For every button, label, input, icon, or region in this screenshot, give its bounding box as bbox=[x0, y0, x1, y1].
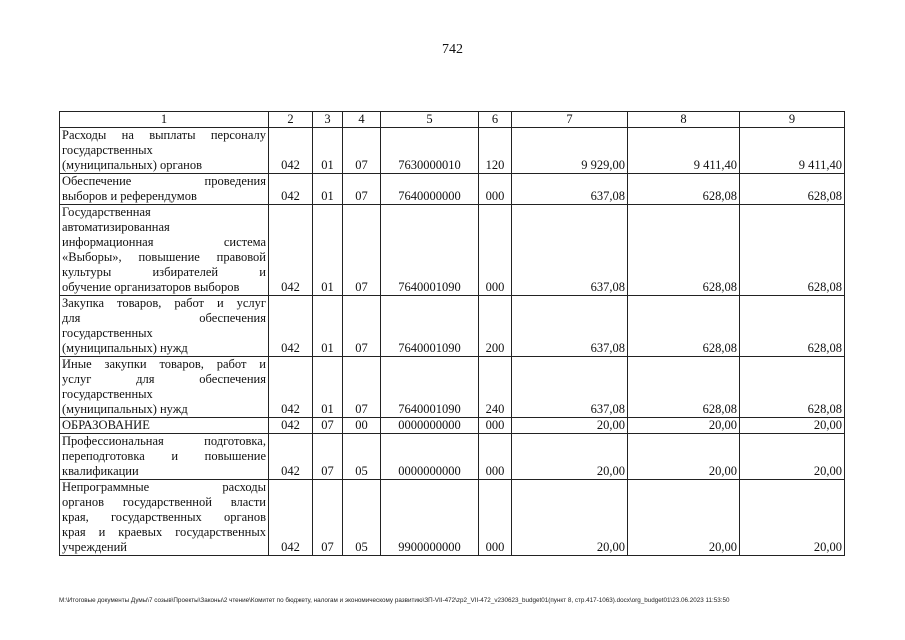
expense-type-cell: 240 bbox=[479, 357, 512, 418]
amount-col7-cell: 20,00 bbox=[512, 434, 628, 480]
budget-table bbox=[59, 111, 845, 556]
code-cell: 042 bbox=[269, 418, 313, 434]
amount-col9-cell: 20,00 bbox=[740, 434, 845, 480]
code-cell: 042 bbox=[269, 174, 313, 205]
target-article-cell: 9900000000 bbox=[381, 480, 479, 556]
amount-col7-cell: 637,08 bbox=[512, 205, 628, 296]
row-name-line: услуг для обеспечения bbox=[62, 372, 266, 386]
section-cell: 01 bbox=[313, 174, 343, 205]
row-name-cell bbox=[60, 480, 269, 556]
table-row bbox=[60, 480, 845, 556]
row-name-cell bbox=[60, 434, 269, 480]
expense-type-cell: 120 bbox=[479, 128, 512, 174]
amount-col7-cell: 9 929,00 bbox=[512, 128, 628, 174]
table-row bbox=[60, 296, 845, 357]
amount-col8-cell: 628,08 bbox=[628, 205, 740, 296]
row-name-line: Профессиональная подготовка, bbox=[62, 434, 266, 448]
amount-col9-cell: 628,08 bbox=[740, 174, 845, 205]
code-cell: 042 bbox=[269, 296, 313, 357]
table-row bbox=[60, 174, 845, 205]
target-article-cell: 7640001090 bbox=[381, 296, 479, 357]
expense-type-cell: 000 bbox=[479, 205, 512, 296]
code-cell: 042 bbox=[269, 357, 313, 418]
section-cell: 01 bbox=[313, 205, 343, 296]
code-cell: 042 bbox=[269, 128, 313, 174]
row-name-line: органов государственной власти bbox=[62, 495, 266, 509]
row-name-line: государственных bbox=[62, 387, 153, 401]
subsection-cell: 07 bbox=[343, 357, 381, 418]
amount-col8-cell: 628,08 bbox=[628, 296, 740, 357]
expense-type-cell: 000 bbox=[479, 480, 512, 556]
table-row bbox=[60, 357, 845, 418]
row-name-line: квалификации bbox=[62, 464, 139, 478]
amount-col8-cell: 628,08 bbox=[628, 357, 740, 418]
row-name-line: учреждений bbox=[62, 540, 127, 554]
target-article-cell: 7640000000 bbox=[381, 174, 479, 205]
table-row bbox=[60, 434, 845, 480]
row-name-line: культуры избирателей и bbox=[62, 265, 266, 279]
subsection-cell: 05 bbox=[343, 480, 381, 556]
header-cell-9: 9 bbox=[740, 112, 845, 128]
row-name-line: Закупка товаров, работ и услуг bbox=[62, 296, 266, 310]
row-name-line: государственных bbox=[62, 143, 153, 157]
subsection-cell: 07 bbox=[343, 174, 381, 205]
target-article-cell: 0000000000 bbox=[381, 418, 479, 434]
amount-col7-cell: 637,08 bbox=[512, 357, 628, 418]
header-cell-1: 1 bbox=[60, 112, 269, 128]
table-row bbox=[60, 205, 845, 296]
row-name-line: выборов и референдумов bbox=[62, 189, 197, 203]
header-cell-7: 7 bbox=[512, 112, 628, 128]
expense-type-cell: 000 bbox=[479, 434, 512, 480]
row-name-cell bbox=[60, 205, 269, 296]
row-name-line: обучение организаторов выборов bbox=[62, 280, 240, 294]
code-cell: 042 bbox=[269, 434, 313, 480]
row-name-line: (муниципальных) нужд bbox=[62, 402, 188, 416]
row-name-line: Обеспечение проведения bbox=[62, 174, 266, 188]
row-name-line: Непрограммные расходы bbox=[62, 480, 266, 494]
amount-col7-cell: 20,00 bbox=[512, 480, 628, 556]
amount-col7-cell: 637,08 bbox=[512, 296, 628, 357]
amount-col8-cell: 20,00 bbox=[628, 434, 740, 480]
row-name-line: «Выборы», повышение правовой bbox=[62, 250, 266, 264]
subsection-cell: 05 bbox=[343, 434, 381, 480]
header-cell-8: 8 bbox=[628, 112, 740, 128]
row-name-line: ОБРАЗОВАНИЕ bbox=[62, 418, 150, 432]
row-name-line: для обеспечения bbox=[62, 311, 266, 325]
amount-col9-cell: 628,08 bbox=[740, 357, 845, 418]
header-cell-5: 5 bbox=[381, 112, 479, 128]
row-name-line: государственных bbox=[62, 326, 153, 340]
row-name-line: (муниципальных) органов bbox=[62, 158, 203, 172]
row-name-line: (муниципальных) нужд bbox=[62, 341, 188, 355]
amount-col9-cell: 628,08 bbox=[740, 296, 845, 357]
table-row bbox=[60, 418, 845, 434]
row-name-cell bbox=[60, 418, 269, 434]
header-row bbox=[60, 112, 845, 128]
row-name-cell bbox=[60, 174, 269, 205]
row-name-line: Расходы на выплаты персоналу bbox=[62, 128, 266, 142]
amount-col9-cell: 9 411,40 bbox=[740, 128, 845, 174]
header-cell-3: 3 bbox=[313, 112, 343, 128]
code-cell: 042 bbox=[269, 205, 313, 296]
target-article-cell: 7630000010 bbox=[381, 128, 479, 174]
subsection-cell: 00 bbox=[343, 418, 381, 434]
row-name-cell bbox=[60, 357, 269, 418]
section-cell: 01 bbox=[313, 296, 343, 357]
amount-col9-cell: 20,00 bbox=[740, 418, 845, 434]
row-name-line: края и краевых государственных bbox=[62, 525, 266, 539]
subsection-cell: 07 bbox=[343, 205, 381, 296]
table-row bbox=[60, 128, 845, 174]
row-name-line: автоматизированная bbox=[62, 220, 170, 234]
page-number: 742 bbox=[442, 42, 463, 57]
amount-col7-cell: 637,08 bbox=[512, 174, 628, 205]
expense-type-cell: 200 bbox=[479, 296, 512, 357]
row-name-line: информационная система bbox=[62, 235, 266, 249]
header-cell-2: 2 bbox=[269, 112, 313, 128]
section-cell: 07 bbox=[313, 434, 343, 480]
code-cell: 042 bbox=[269, 480, 313, 556]
amount-col8-cell: 20,00 bbox=[628, 480, 740, 556]
section-cell: 01 bbox=[313, 128, 343, 174]
row-name-line: края, государственных органов bbox=[62, 510, 266, 524]
amount-col7-cell: 20,00 bbox=[512, 418, 628, 434]
target-article-cell: 0000000000 bbox=[381, 434, 479, 480]
amount-col9-cell: 20,00 bbox=[740, 480, 845, 556]
table-body bbox=[60, 128, 845, 556]
header-cell-4: 4 bbox=[343, 112, 381, 128]
subsection-cell: 07 bbox=[343, 128, 381, 174]
amount-col8-cell: 20,00 bbox=[628, 418, 740, 434]
row-name-line: Иные закупки товаров, работ и bbox=[62, 357, 266, 371]
row-name-line: переподготовка и повышение bbox=[62, 449, 266, 463]
expense-type-cell: 000 bbox=[479, 418, 512, 434]
row-name-cell bbox=[60, 128, 269, 174]
section-cell: 07 bbox=[313, 480, 343, 556]
amount-col8-cell: 628,08 bbox=[628, 174, 740, 205]
amount-col9-cell: 628,08 bbox=[740, 205, 845, 296]
amount-col8-cell: 9 411,40 bbox=[628, 128, 740, 174]
section-cell: 01 bbox=[313, 357, 343, 418]
subsection-cell: 07 bbox=[343, 296, 381, 357]
file-path-footer: M:\Итоговые документы Думы\7 созыв\Проекты\Законы\2 чтение\Комитет по бюджету, налогам и экономическому развитию\ЗП-VII-472\zp2_VII-472_v230623_budget01(пункт 8, стр.417-1063).docx\org_budget01\23.06.2023 11:53:50 bbox=[59, 597, 730, 604]
target-article-cell: 7640001090 bbox=[381, 205, 479, 296]
row-name-line: Государственная bbox=[62, 205, 151, 219]
section-cell: 07 bbox=[313, 418, 343, 434]
header-cell-6: 6 bbox=[479, 112, 512, 128]
row-name-cell bbox=[60, 296, 269, 357]
target-article-cell: 7640001090 bbox=[381, 357, 479, 418]
expense-type-cell: 000 bbox=[479, 174, 512, 205]
